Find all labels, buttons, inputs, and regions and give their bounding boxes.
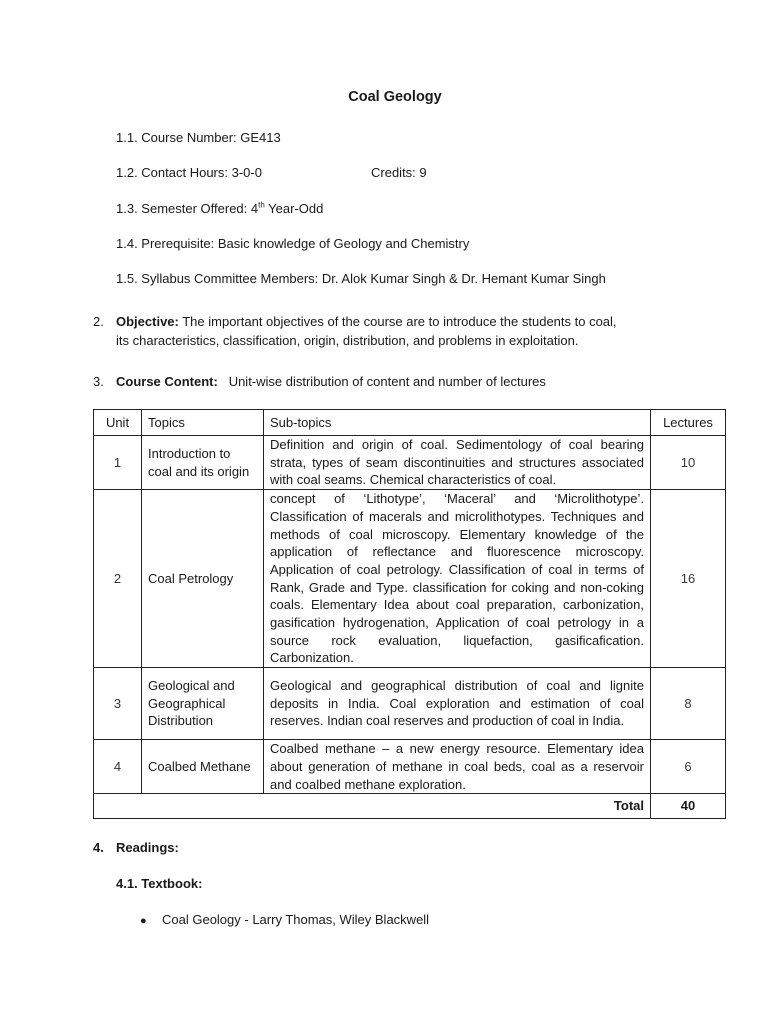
unit-topic: Introduction to coal and its origin [142,436,264,490]
textbook-entry: Coal Geology - Larry Thomas, Wiley Blackwell [162,912,430,927]
unit-topic: Coal Petrology [142,490,264,668]
unit-subtopics: Geological and geographical distribution of coal and lignite deposits in India. Coal exploration and estimation of coal reserves. Indian coal reserves and production of coal in India. [264,668,651,740]
bullet-icon: ● [140,915,147,927]
objective-text-1: The important objectives of the course are to introduce the students to coal, [178,314,617,329]
readings-label: Readings: [116,840,179,855]
unit-number: 4 [94,740,142,794]
unit-lectures: 10 [651,436,726,490]
textbook-heading: 4.1. Textbook: [116,876,203,891]
course-content-text: Unit-wise distribution of content and number of lectures [228,374,546,389]
unit-topic: Coalbed Methane [142,740,264,794]
table-row [94,490,726,668]
unit-subtopics: concept of ‘Lithotype’, ‘Maceral’ and ‘Microlithotype’. Classification of macerals and microlithotypes. Techniques and methods of coal microscopy. Elementary knowledge of the application of reflectance and fluorescence microscopy. Application of coal petrology. Classification of coal in terms of Rank, Grade and Type. classification for coking and non-coking coals. Elementary Idea about coal preparation, carbonization, gasification hydrogenation, Application of coal petrology in a source rock evaluation, liquefaction, gasificafication. Carbonization. [264,490,651,668]
unit-number: 1 [94,436,142,490]
unit-lectures: 8 [651,668,726,740]
objective-text-2: its characteristics, classification, origin, distribution, and problems in exploitation. [116,333,579,348]
table-total-row [94,794,726,819]
header-lectures: Lectures [651,410,726,436]
objective-label: Objective: [116,314,179,329]
total-label: Total [94,794,651,819]
readings-number: 4. [93,840,104,855]
table-row [94,668,726,740]
semester-superscript: th [258,200,265,210]
semester-suffix: Year-Odd [264,201,324,216]
document-title: Coal Geology [348,89,442,105]
header-topics: Topics [142,410,264,436]
table-row [94,436,726,490]
unit-lectures: 16 [651,490,726,668]
unit-subtopics: Definition and origin of coal. Sedimentology of coal bearing strata, types of seam discontinuities and structures associated with coal seams. Chemical characteristics of coal. [264,436,651,490]
unit-number: 3 [94,668,142,740]
table-header-row [94,410,726,436]
table-row [94,740,726,794]
semester-prefix: 1.3. Semester Offered: 4 [116,201,259,216]
total-value: 40 [651,794,726,819]
objective-line-1 [93,314,617,329]
readings-heading [93,840,179,855]
header-unit: Unit [94,410,142,436]
credits: Credits: 9 [371,165,427,180]
prerequisite: 1.4. Prerequisite: Basic knowledge of Geology and Chemistry [116,236,470,251]
unit-subtopics: Coalbed methane – a new energy resource. Elementary idea about generation of methane in coal beds, coal as a reservoir and coalbed methane exploration. [264,740,651,794]
semester-offered [116,201,323,216]
course-content-heading [93,374,546,389]
syllabus-committee: 1.5. Syllabus Committee Members: Dr. Alok Kumar Singh & Dr. Hemant Kumar Singh [116,271,606,286]
list-item [140,912,429,927]
objective-number: 2. [93,314,104,329]
unit-topic: Geological and Geographical Distribution [142,668,264,740]
contact-hours-line [116,165,427,180]
course-content-number: 3. [93,374,104,389]
course-content-table [93,409,726,819]
course-number: 1.1. Course Number: GE413 [116,130,281,145]
course-content-label: Course Content: [116,374,218,389]
unit-number: 2 [94,490,142,668]
header-subtopics: Sub-topics [264,410,651,436]
contact-hours: 1.2. Contact Hours: 3-0-0 [116,165,262,180]
unit-lectures: 6 [651,740,726,794]
